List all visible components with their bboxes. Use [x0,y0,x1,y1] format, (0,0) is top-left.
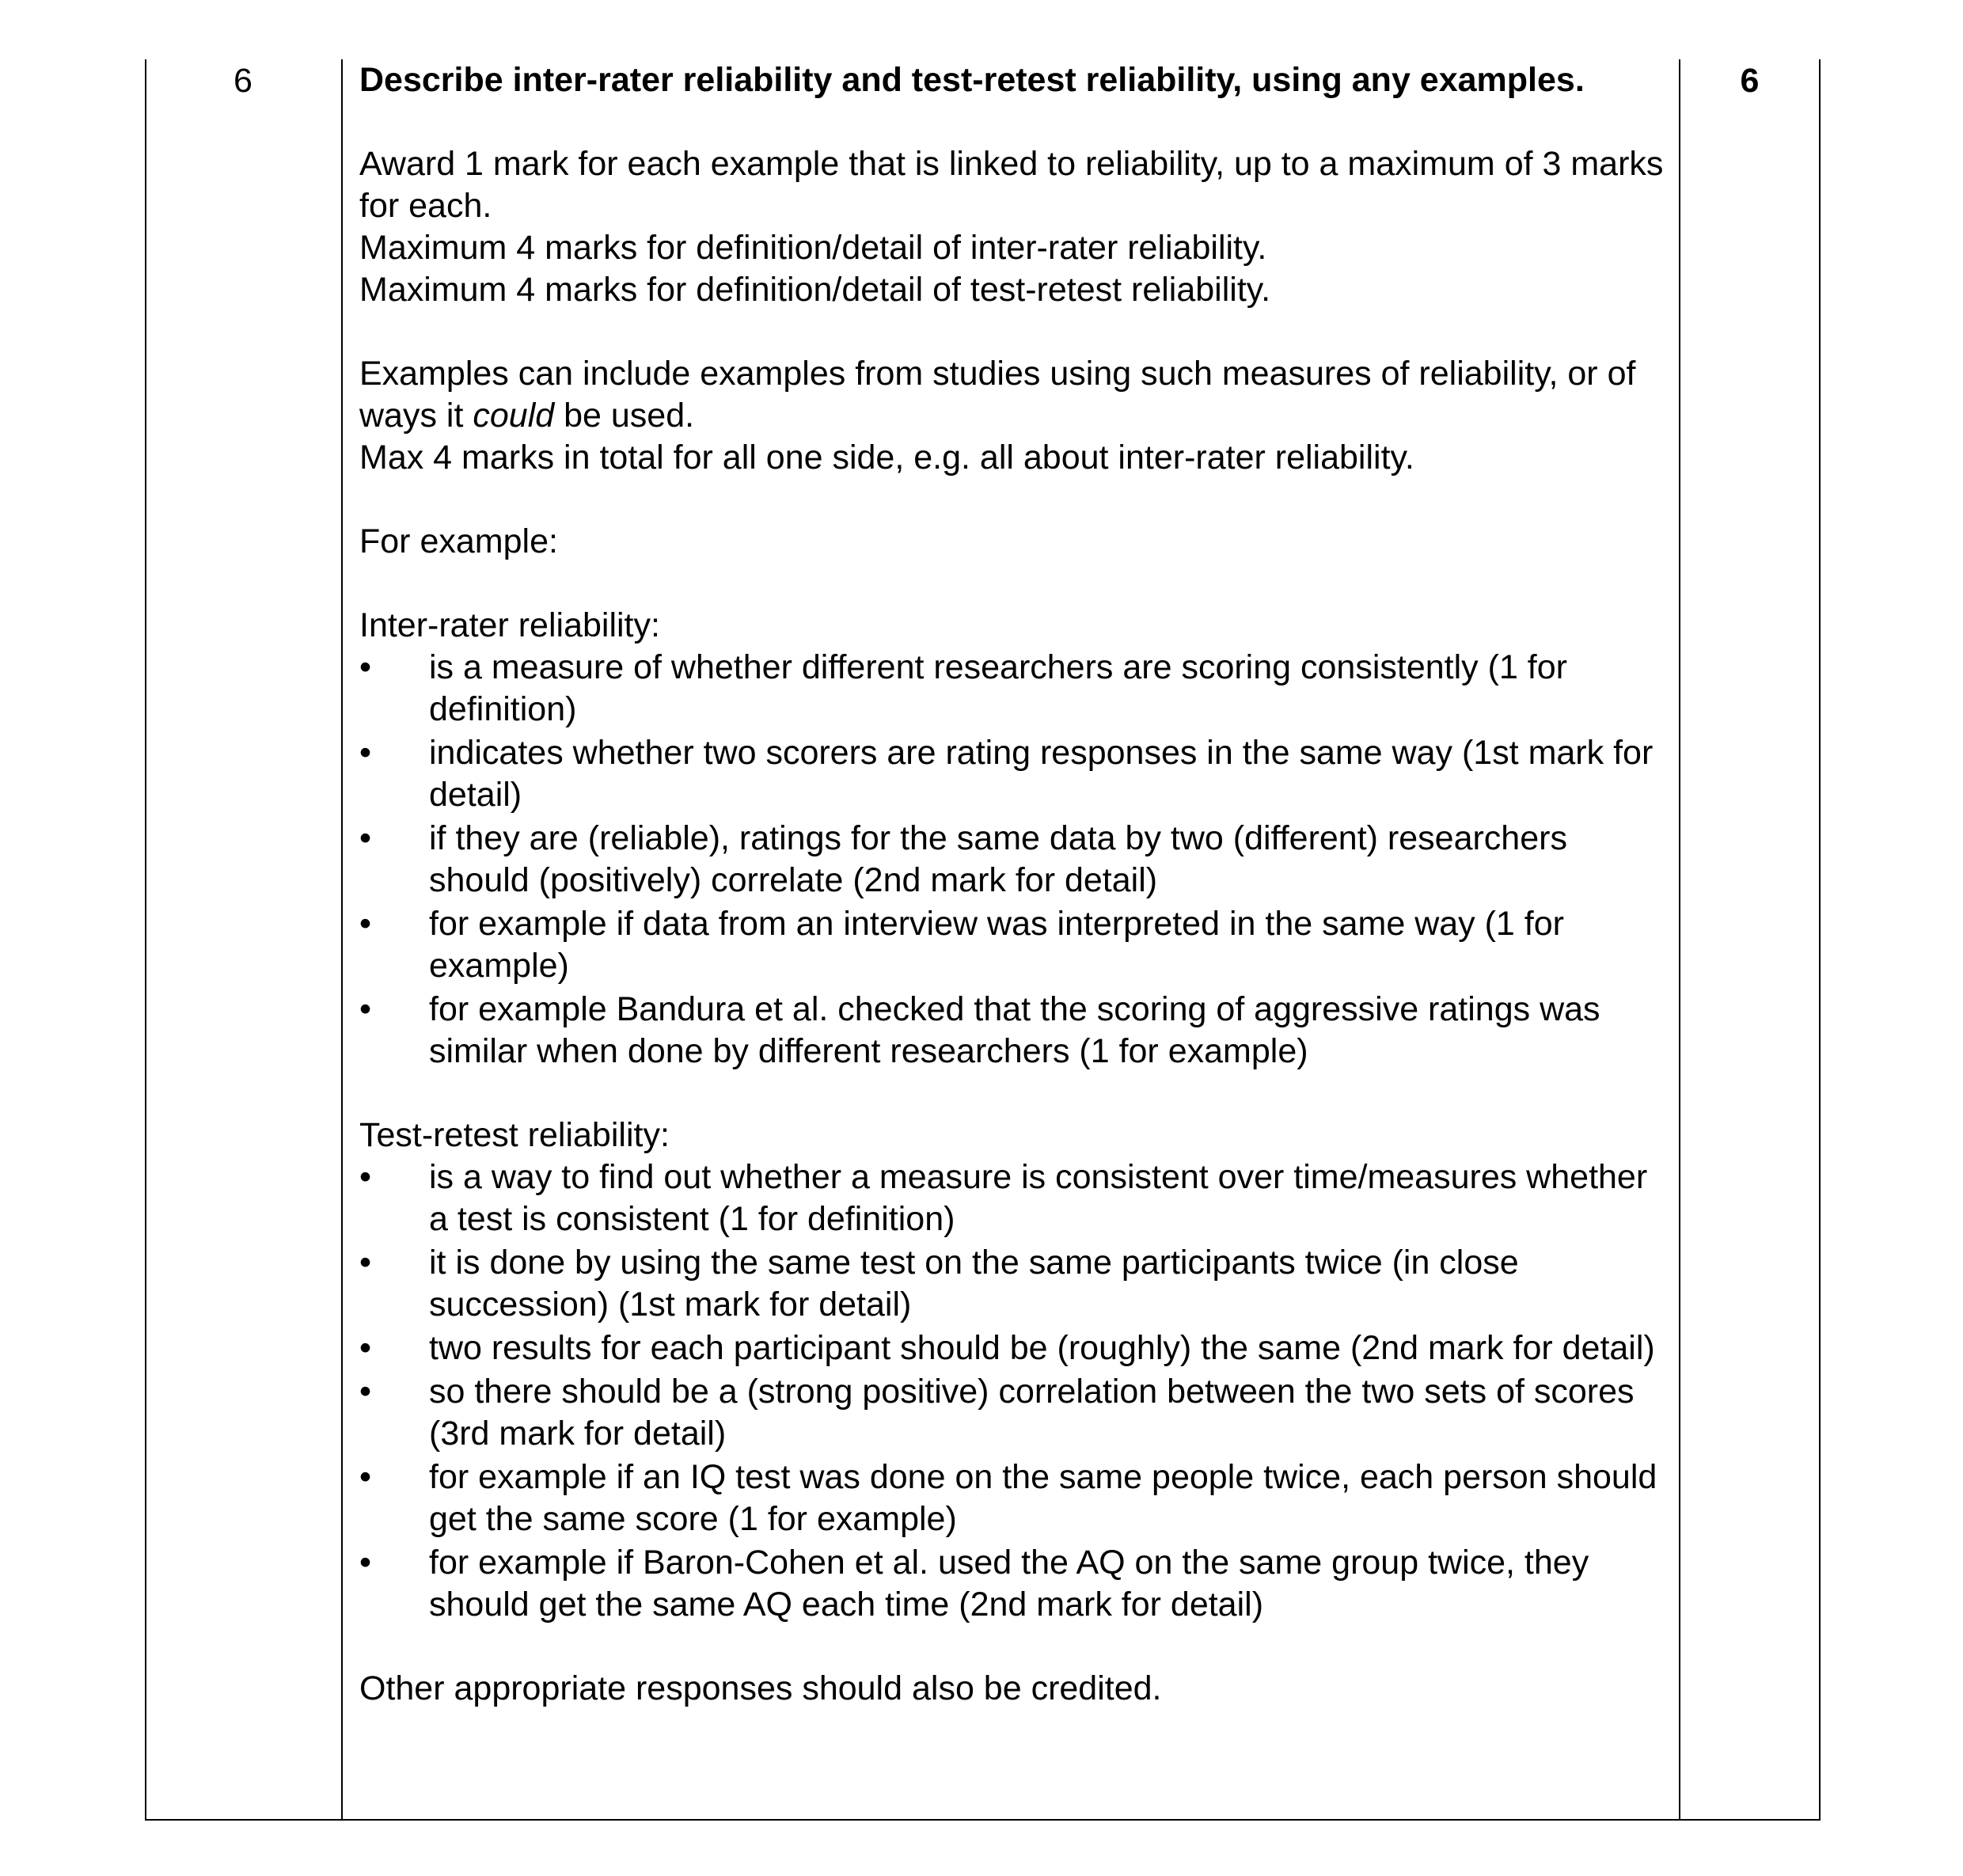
bullet-icon: • [359,1458,372,1496]
bullet-icon: • [359,819,372,857]
inter-rater-heading: Inter-rater reliability: [359,606,660,644]
list-item-text: if they are (reliable), ratings for the same data by two (different) researchers should (positively) correlate (2nd mark for detail) [429,819,1567,899]
question-marks: 6 [1740,62,1760,100]
table-divider-question [341,59,343,1821]
list-item-text: is a measure of whether different researchers are scoring consistently (1 for definition) [429,648,1567,728]
list-item-text: it is done by using the same test on the same participants twice (in close succession) (1st mark for detail) [429,1244,1519,1323]
list-item-text: for example Bandura et al. checked that the scoring of aggressive ratings was similar when done by different researchers (1 for example) [429,990,1600,1070]
inter-rater-list [359,647,1665,1073]
list-item-text: for example if an IQ test was done on the same people twice, each person should get the same score (1 for example) [429,1458,1657,1538]
guidance-block-2 [359,353,1665,479]
table-divider-marks [1679,59,1680,1821]
guidance-text: Examples can include examples from studies using such measures of reliability, or of ways it [359,355,1636,435]
list-item [359,1156,1665,1240]
guidance-line: Award 1 mark for each example that is linked to reliability, up to a maximum of 3 marks for each. [359,145,1664,225]
list-item [359,1371,1665,1455]
guidance-emphasis: could [473,397,555,435]
guidance-block-1 [359,143,1665,311]
guidance-line [359,353,1665,437]
list-item-text: for example if Baron-Cohen et al. used the AQ on the same group twice, they should get the same AQ each time (2nd mark for detail) [429,1544,1589,1623]
list-item [359,647,1665,731]
list-item [359,989,1665,1073]
table-border-left [145,59,146,1821]
list-item [359,1242,1665,1326]
table-border-bottom [145,1819,1821,1821]
list-item [359,732,1665,816]
table-border-right [1819,59,1821,1821]
list-item-text: so there should be a (strong positive) correlation between the two sets of scores (3rd mark for detail) [429,1373,1635,1453]
for-example-label: For example: [359,522,558,560]
guidance-line: Maximum 4 marks for definition/detail of inter-rater reliability. [359,229,1267,267]
closing-note: Other appropriate responses should also be credited. [359,1669,1162,1707]
list-item-text: is a way to find out whether a measure is consistent over time/measures whether a test is consistent (1 for definition) [429,1158,1648,1238]
bullet-icon: • [359,1158,372,1196]
question-prompt: Describe inter-rater reliability and test-retest reliability, using any examples. [359,61,1585,99]
list-item [359,1456,1665,1540]
bullet-icon: • [359,990,372,1028]
bullet-icon: • [359,1244,372,1282]
list-item-text: for example if data from an interview was interpreted in the same way (1 for example) [429,905,1564,985]
mark-scheme-content [359,59,1665,1710]
list-item-text: indicates whether two scorers are rating responses in the same way (1st mark for detail) [429,734,1654,814]
bullet-icon: • [359,1544,372,1582]
bullet-icon: • [359,905,372,943]
list-item [359,1327,1665,1369]
list-item-text: two results for each participant should be (roughly) the same (2nd mark for detail) [429,1329,1655,1367]
guidance-text: be used. [554,397,695,435]
bullet-icon: • [359,1329,372,1367]
question-number: 6 [234,62,252,100]
guidance-line: Maximum 4 marks for definition/detail of test-retest reliability. [359,271,1271,309]
bullet-icon: • [359,734,372,772]
bullet-icon: • [359,1373,372,1411]
guidance-line: Max 4 marks in total for all one side, e.g. all about inter-rater reliability. [359,439,1414,477]
bullet-icon: • [359,648,372,686]
test-retest-heading: Test-retest reliability: [359,1116,670,1154]
test-retest-list [359,1156,1665,1626]
list-item [359,1542,1665,1626]
list-item [359,818,1665,902]
list-item [359,903,1665,987]
